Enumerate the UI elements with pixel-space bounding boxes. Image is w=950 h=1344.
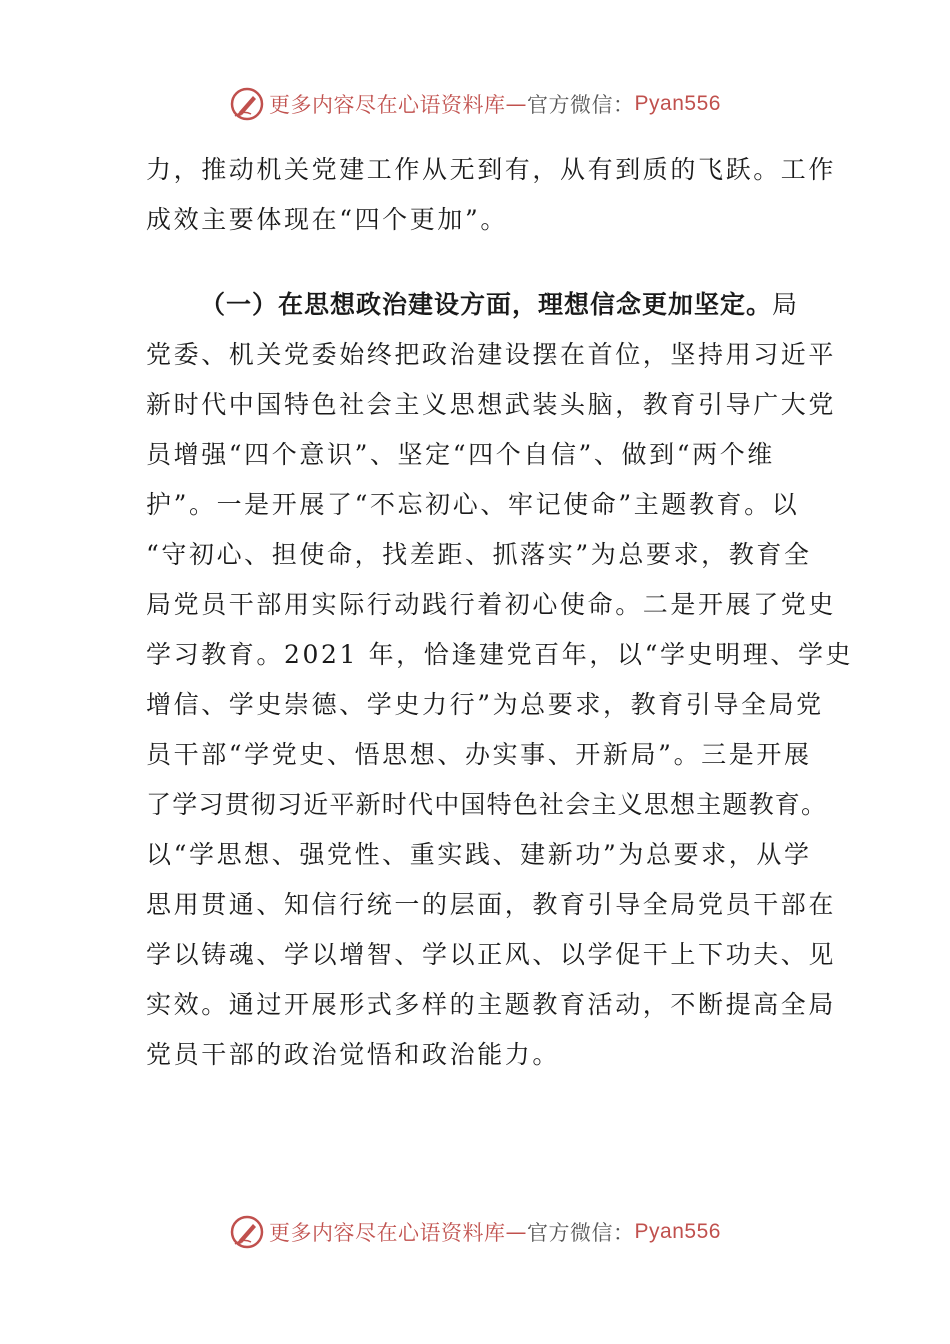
header-watermark xyxy=(0,84,950,124)
paragraph-line: 增信、学史崇德、学史力行”为总要求，教育引导全局党 xyxy=(146,690,824,719)
paragraph-line: 局党员干部用实际行动践行着初心使命。二是开展了党史 xyxy=(146,590,837,619)
paragraph-line: 党委、机关党委始终把政治建设摆在首位，坚持用习近平 xyxy=(146,340,837,369)
watermark-id: Pyan556 xyxy=(634,1220,721,1243)
pen-logo-icon xyxy=(229,1214,265,1250)
paragraph-line: 以“学思想、强党性、重实践、建新功”为总要求，从学 xyxy=(146,840,812,869)
pen-logo-icon xyxy=(229,86,265,122)
watermark-id: Pyan556 xyxy=(634,92,721,115)
watermark-site: 更多内容尽在心语资料库 xyxy=(269,1221,506,1245)
watermark-separator: — xyxy=(505,1220,528,1244)
paragraph-line: 实效。通过开展形式多样的主题教育活动，不断提高全局 xyxy=(146,990,837,1019)
paragraph-line: 员增强“四个意识”、坚定“四个自信”、做到“两个维 xyxy=(146,440,775,469)
paragraph-line: 学以铸魂、学以增智、学以正风、以学促干上下功夫、见 xyxy=(146,940,837,969)
heading-line-rest: 局 xyxy=(772,290,798,319)
paragraph-line: 学习教育。2021 年，恰逢建党百年，以“学史明理、学史 xyxy=(146,640,854,669)
paragraph-line: 护”。一是开展了“不忘初心、牢记使命”主题教育。以 xyxy=(146,490,800,519)
section-heading-line xyxy=(200,290,798,320)
watermark-label: 官方微信： xyxy=(527,93,635,117)
paragraph-line: 新时代中国特色社会主义思想武装头脑，教育引导广大党 xyxy=(146,390,837,419)
watermark-site: 更多内容尽在心语资料库 xyxy=(269,93,506,117)
paragraph-line: 成效主要体现在“四个更加”。 xyxy=(146,205,508,234)
paragraph-line: 党员干部的政治觉悟和政治能力。 xyxy=(146,1040,561,1069)
watermark-label: 官方微信： xyxy=(527,1221,635,1245)
paragraph-line: 员干部“学党史、悟思想、办实事、开新局”。三是开展 xyxy=(146,740,812,769)
paragraph-line: “守初心、担使命，找差距、抓落实”为总要求，教育全 xyxy=(146,540,812,569)
paragraph-line: 了学习贯彻习近平新时代中国特色社会主义思想主题教育。 xyxy=(146,790,828,819)
watermark-separator: — xyxy=(505,92,528,116)
paragraph-line: 力，推动机关党建工作从无到有，从有到质的飞跃。工作 xyxy=(146,155,837,184)
section-heading: （一）在思想政治建设方面，理想信念更加坚定。 xyxy=(200,290,773,319)
footer-watermark xyxy=(0,1212,950,1252)
paragraph-line: 思用贯通、知信行统一的层面，教育引导全局党员干部在 xyxy=(146,890,837,919)
